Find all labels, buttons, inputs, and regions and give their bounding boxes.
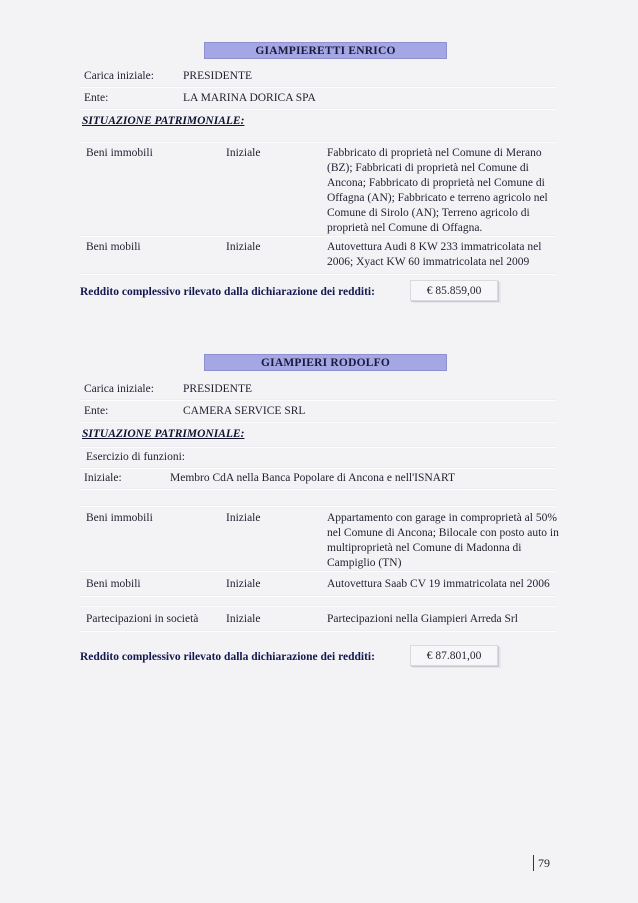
asset-category: Beni immobili bbox=[86, 147, 153, 159]
row-divider bbox=[80, 467, 556, 469]
row-divider bbox=[80, 488, 556, 490]
page-number: 79 bbox=[533, 855, 550, 871]
row-divider bbox=[80, 108, 556, 110]
carica-value: PRESIDENTE bbox=[183, 383, 252, 395]
asset-phase: Iniziale bbox=[226, 241, 261, 253]
reddito-label: Reddito complessivo rilevato dalla dichiarazione dei redditi: bbox=[80, 286, 375, 298]
row-divider bbox=[80, 605, 556, 607]
row-divider bbox=[80, 595, 556, 597]
carica-label: Carica iniziale: bbox=[84, 70, 154, 82]
person-name-header: GIAMPIERI RODOLFO bbox=[204, 354, 447, 371]
carica-label: Carica iniziale: bbox=[84, 383, 154, 395]
section-title: SITUAZIONE PATRIMONIALE: bbox=[82, 115, 245, 127]
asset-description: Appartamento con garage in comproprietà al 50% nel Comune di Ancona; Bilocale con posto auto in multiproprietà nel Comune di Madonna di Campiglio (TN) bbox=[327, 512, 559, 569]
row-divider bbox=[80, 446, 556, 448]
reddito-label: Reddito complessivo rilevato dalla dichiarazione dei redditi: bbox=[80, 651, 375, 663]
asset-category: Beni mobili bbox=[86, 578, 141, 590]
row-divider bbox=[80, 505, 556, 507]
row-divider bbox=[80, 630, 556, 632]
asset-category: Partecipazioni in società bbox=[86, 613, 199, 625]
reddito-amount: € 87.801,00 bbox=[410, 645, 498, 666]
funzioni-label: Esercizio di funzioni: bbox=[86, 451, 185, 463]
asset-phase: Iniziale bbox=[226, 613, 261, 625]
asset-description: Autovettura Audi 8 KW 233 immatricolata nel 2006; Xyact KW 60 immatricolata nel 2009 bbox=[327, 241, 542, 268]
row-divider bbox=[80, 570, 556, 572]
ente-label: Ente: bbox=[84, 92, 109, 104]
asset-phase: Iniziale bbox=[226, 147, 261, 159]
row-divider bbox=[80, 399, 556, 401]
row-divider bbox=[80, 273, 556, 275]
ente-value: CAMERA SERVICE SRL bbox=[183, 405, 306, 417]
row-divider bbox=[80, 421, 556, 423]
ente-label: Ente: bbox=[84, 405, 109, 417]
row-divider bbox=[80, 141, 556, 143]
asset-phase: Iniziale bbox=[226, 512, 261, 524]
asset-description: Fabbricato di proprietà nel Comune di Merano (BZ); Fabbricati di proprietà nel Comune di Ancona; Fabbricato di proprietà nel Comune di Offagna (AN); Fabbricato e terreno agricolo nel Comune di Sirolo (AN); Terreno agricolo di proprietà nel Comune di Offagna. bbox=[327, 147, 548, 234]
asset-description: Partecipazioni nella Giampieri Arreda Srl bbox=[327, 613, 518, 625]
asset-category: Beni mobili bbox=[86, 241, 141, 253]
row-divider bbox=[80, 235, 556, 237]
funzioni-phase: Iniziale: bbox=[84, 472, 122, 484]
section-title: SITUAZIONE PATRIMONIALE: bbox=[82, 428, 245, 440]
ente-value: LA MARINA DORICA SPA bbox=[183, 92, 316, 104]
asset-phase: Iniziale bbox=[226, 578, 261, 590]
asset-description: Autovettura Saab CV 19 immatricolata nel 2006 bbox=[327, 578, 550, 590]
reddito-amount: € 85.859,00 bbox=[410, 280, 498, 301]
row-divider bbox=[80, 86, 556, 88]
asset-category: Beni immobili bbox=[86, 512, 153, 524]
funzioni-value: Membro CdA nella Banca Popolare di Ancona e nell'ISNART bbox=[170, 472, 455, 484]
carica-value: PRESIDENTE bbox=[183, 70, 252, 82]
person-name-header: GIAMPIERETTI ENRICO bbox=[204, 42, 447, 59]
